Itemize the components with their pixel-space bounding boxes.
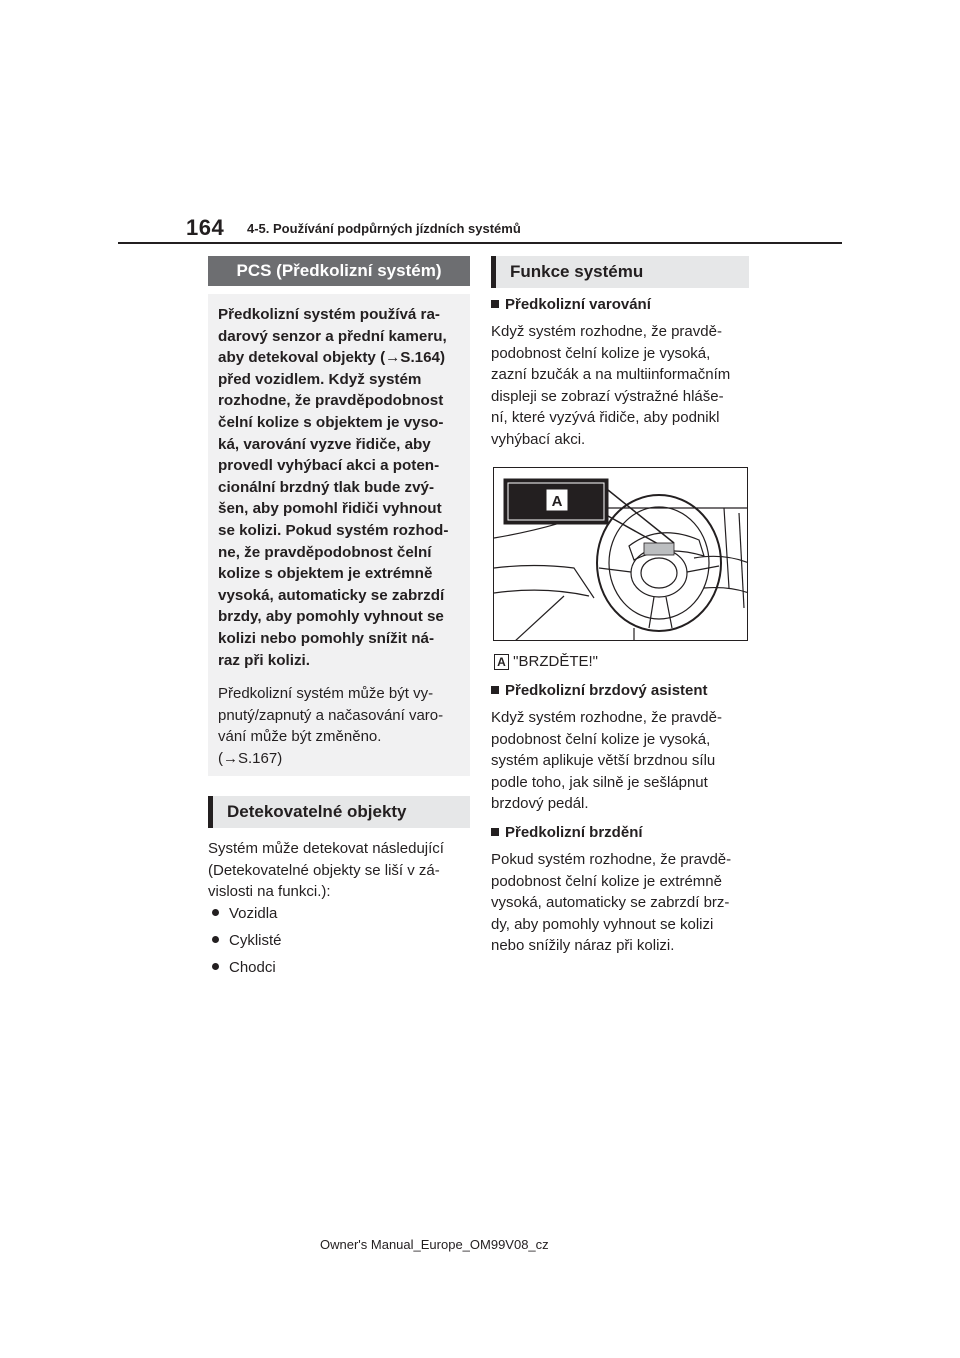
bullet-item: [208, 959, 276, 976]
bullet-label: Vozidla: [229, 905, 278, 922]
square-bullet-icon: [491, 828, 499, 836]
braking-subheading: [491, 824, 643, 841]
bullet-item: [208, 932, 282, 949]
intro-line: ká, varování vyzve řidiče, aby: [218, 435, 431, 453]
bullet-label: Chodci: [229, 959, 276, 976]
intro-line: kolize s objektem je extrémně: [218, 565, 433, 583]
square-bullet-icon: [491, 686, 499, 694]
intro-plain-line: (→S.167): [218, 749, 283, 767]
intro-plain-line: vání může být změněno.: [218, 728, 382, 746]
text-line: Pokud systém rozhodne, že pravdě-: [491, 851, 732, 868]
dashboard-drawing: [494, 468, 748, 641]
section-title: 4-5. Používání podpůrných jízdních systémů: [247, 221, 521, 236]
text-line: podobnost čelní kolize je vysoká,: [491, 344, 711, 362]
intro-line: darový senzor a přední kameru,: [218, 327, 447, 345]
text-line: Když systém rozhodne, že pravdě-: [491, 709, 722, 726]
intro-line: aby detekoval objekty (→S.164): [218, 349, 446, 367]
bullet-dot-icon: [212, 936, 219, 943]
illustration-tag: A: [551, 493, 563, 510]
assist-title: Předkolizní brzdový asistent: [505, 682, 708, 699]
intro-line: rozhodne, že pravděpodobnost: [218, 392, 444, 410]
text-line: vyhýbací akci.: [491, 430, 586, 448]
text-line: podobnost čelní kolize je extrémně: [491, 872, 722, 890]
assist-subheading: [491, 682, 708, 699]
text-line: nebo snížily náraz při kolizi.: [491, 937, 675, 955]
text-line: Když systém rozhodne, že pravdě-: [491, 323, 722, 340]
text-line: vysoká, automaticky se zabrzdí brz-: [491, 894, 730, 912]
text-line: Systém může detekovat následující: [208, 840, 444, 857]
bullet-item: [208, 905, 277, 922]
intro-line: před vozidlem. Když systém: [218, 370, 422, 388]
intro-plain-text: [218, 683, 466, 769]
braking-text: [491, 849, 757, 957]
footer-text: Owner's Manual_Europe_OM99V08_cz: [320, 1237, 549, 1252]
text-line: (Detekovatelné objekty se liší v zá-: [208, 861, 440, 879]
system-functions-heading: Funkce systému: [491, 256, 749, 288]
intro-line: šen, aby pomohl řidiči vyhnout: [218, 500, 442, 518]
page-number: 164: [186, 215, 225, 240]
intro-line: kolizi nebo pomohly snížit ná-: [218, 629, 435, 647]
dashboard-illustration: [493, 467, 748, 641]
header-divider: [118, 242, 842, 244]
detectable-objects-heading: Detekovatelné objekty: [208, 796, 470, 828]
text-line: displeji se zobrazí výstražné hláše-: [491, 387, 724, 405]
intro-bold-text: [218, 304, 466, 671]
intro-box: [208, 294, 470, 776]
square-bullet-icon: [491, 300, 499, 308]
intro-line: ne, že pravděpodobnost čelní: [218, 543, 432, 561]
warning-title: Předkolizní varování: [505, 296, 651, 313]
bullet-label: Cyklisté: [229, 932, 282, 949]
text-line: zazní bzučák a na multiinformačním: [491, 366, 731, 384]
intro-line: cionální brzdný tlak bude zvý-: [218, 478, 435, 496]
intro-line: se kolizi. Pokud systém rozhod-: [218, 521, 449, 539]
text-line: podobnost čelní kolize je vysoká,: [491, 730, 711, 748]
intro-line: raz při kolizi.: [218, 651, 310, 669]
text-line: brzdový pedál.: [491, 795, 589, 813]
braking-title: Předkolizní brzdění: [505, 824, 643, 841]
intro-line: provedl vyhýbací akci a poten-: [218, 457, 440, 475]
bullet-dot-icon: [212, 963, 219, 970]
assist-text: [491, 707, 753, 815]
intro-line: Předkolizní systém používá ra-: [218, 306, 440, 323]
intro-line: vysoká, automaticky se zabrzdí: [218, 586, 445, 604]
warning-subheading: [491, 296, 651, 313]
text-line: vislosti na funkci.):: [208, 883, 331, 901]
intro-line: brzdy, aby pomohly vyhnout se: [218, 608, 444, 626]
text-line: ní, které vyzývá řidiče, aby podnikl: [491, 409, 720, 427]
caption-tag: A: [494, 654, 509, 670]
figure-caption: [494, 651, 598, 673]
text-line: podle toho, jak silně je sešlápnut: [491, 773, 708, 791]
text-line: systém aplikuje větší brzdnou sílu: [491, 752, 716, 770]
detectable-objects-text: [208, 838, 472, 903]
caption-text: "BRZDĚTE!": [513, 653, 598, 670]
intro-plain-line: pnutý/zapnutý a načasování varo-: [218, 706, 444, 724]
text-line: dy, aby pomohly vyhnout se kolizi: [491, 915, 714, 933]
warning-text: [491, 321, 753, 451]
bullet-dot-icon: [212, 909, 219, 916]
main-heading: PCS (Předkolizní systém): [208, 256, 470, 286]
intro-line: čelní kolize s objektem je vyso-: [218, 413, 444, 431]
intro-plain-line: Předkolizní systém může být vy-: [218, 685, 434, 702]
